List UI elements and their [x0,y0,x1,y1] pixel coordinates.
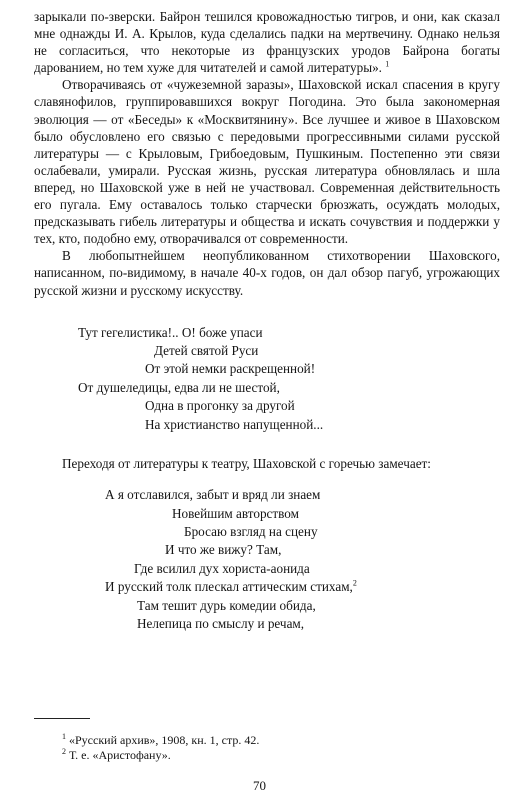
poem-2-line: И что же вижу? Там, [165,542,282,558]
poem-2-line-text: И русский толк плескал аттическим стихам, [105,579,353,595]
poem-1-line: От этой немки раскрещенной! [145,361,316,377]
poem-1-line: На христианство напущенной... [145,416,324,432]
poem-2-line: Нелепица по смыслу и речам, [137,615,305,631]
footnote-text: Т. е. «Аристофану». [69,748,171,762]
paragraph-3: В любопытнейшем неопубликованном стихотворении Шаховского, написанном, по-видимому, в начале 40-х годов, он дал обзор пагуб, угрожающих русской жизни и русскому искусству. [34,248,500,298]
poem-2-line: А я отславился, забыт и вряд ли знаем [105,487,321,503]
poem-2-line: Там тешит дурь комедии обида, [137,597,316,613]
poem-1-line: Детей святой Руси [154,343,259,358]
footnote-text: «Русский архив», 1908, кн. 1, стр. 42. [69,733,260,747]
poem-2-line [34,578,500,596]
footnote-separator [34,718,90,719]
paragraph-1 [34,8,500,76]
poem-2-line: Где всилил дух хориста-аонида [134,560,310,576]
poem-1 [34,324,500,434]
page-body [34,8,500,633]
poem-1-line: Тут гегелистика!.. О! боже упаси [78,324,263,340]
poem-1-line: От душеледицы, едва ли не шестой, [78,379,280,395]
poem-2 [34,486,500,633]
footnote-2 [62,748,171,763]
poem-2-line: Новейшим авторством [172,505,299,521]
footnote-mark: 1 [62,732,66,741]
footnote-ref-1: 1 [385,59,390,69]
poem-2-line: Бросаю взгляд на сцену [184,523,318,539]
poem-1-line: Одна в прогонку за другой [145,398,295,414]
footnote-mark: 2 [62,747,66,756]
page-number: 70 [253,778,266,793]
paragraph-4: Переходя от литературы к театру, Шаховской с горечью замечает: [62,456,431,472]
footnote-1 [62,733,259,748]
paragraph-1-text: зарыкали по-зверски. Байрон тешился кровожадностью тигров, и они, как сказал мне однажды И. А. Крылов, куда сделались падки на мертвечину. Однако нельзя не согласиться, что некоторые из французских уродов Байрона богаты дарованием, но тем хуже для читателей и самой литературы». [34,9,500,76]
footnote-ref-2: 2 [352,578,357,588]
paragraph-2: Отворачиваясь от «чужеземной заразы», Шаховской искал спасения в кругу славянофилов, группировавшихся вокруг Погодина. Это была закономерная эволюция — от «Беседы» к «Москвитянину». Все лучшее и живое в Шаховском было обусловлено его связью с передовыми прогрессивными силами русской литературы — с Крыловым, Грибоедовым, Пушкиным. Постепенно эти связи ослабевали, умирали. Русская жизнь, русская литература обновлялась и шла вперед, но Шаховской уже в ней не участвовал. Современная действительность его пугала. Ему оставалось только старчески брюзжать, осуждать молодых, предсказывать гибель литературы и общества и искать сочувствия и поддержки у тех, кто, подобно ему, отворачивался от современности. [34,77,500,247]
